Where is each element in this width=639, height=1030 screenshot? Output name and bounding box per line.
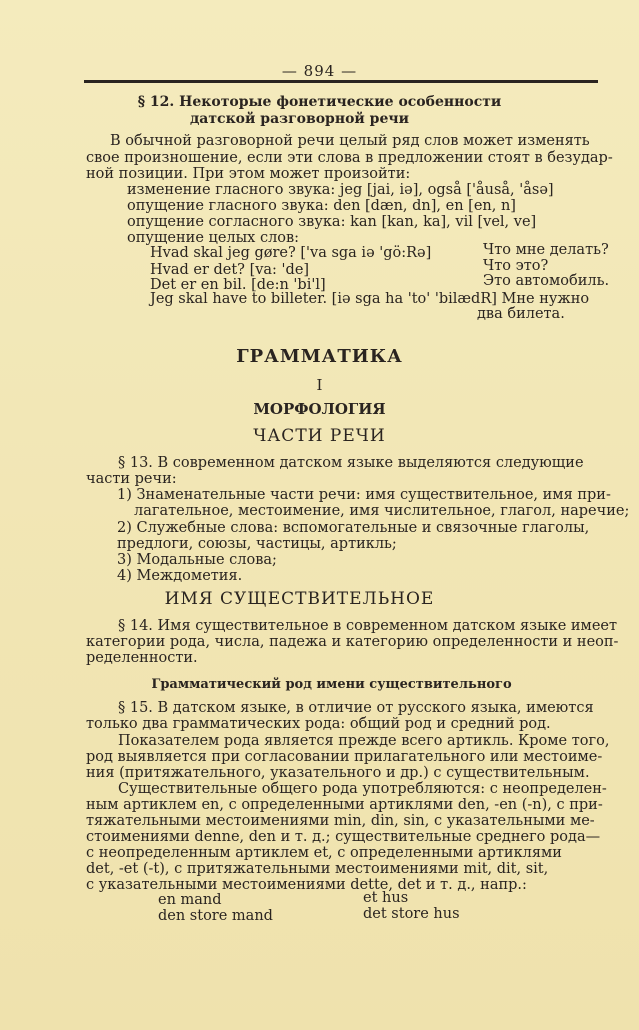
s15-line8: тяжательными местоимениями min, din, sin, с указательными ме-: [86, 813, 595, 829]
s15-line9: стоимениями denne, den и т. д.; существительные среднего рода—: [86, 829, 601, 845]
example-neuter-def: det store hus: [363, 906, 460, 922]
s15-line10: с неопределенным артиклем et, с определенными артиклями: [86, 845, 562, 861]
example1-russian: Что мне делать?: [483, 242, 609, 258]
s15-line4: род выявляется при согласовании прилагательного или местоиме-: [86, 749, 603, 765]
example3-danish: Det er en bil. [de:n 'bi'l]: [150, 277, 326, 293]
s13-line8: 4) Междометия.: [117, 568, 243, 584]
s12-item-vowel-change: изменение гласного звука: jeg [jai, iə], også ['åuså, 'åsə]: [127, 182, 554, 198]
s14-line2: категории рода, числа, падежа и категорию определенности и неоп-: [86, 634, 619, 650]
s12-para-line3: ной позиции. При этом может произойти:: [86, 166, 411, 182]
heading-grammar: ГРАММАТИКА: [236, 346, 403, 367]
s13-line7: 3) Модальные слова;: [117, 552, 277, 568]
example4-russian: два билета.: [477, 306, 565, 322]
s14-line3: ределенности.: [86, 650, 198, 666]
s15-line2: только два грамматических рода: общий род и средний род.: [86, 716, 551, 732]
s13-line1: § 13. В современном датском языке выделяются следующие: [118, 455, 584, 471]
s14-line1: § 14. Имя существительное в современном датском языке имеет: [118, 618, 618, 634]
example4-danish: Jeg skal have to billeter. [iə sga ha 'to' 'bilædR] Мне нужно: [150, 291, 590, 307]
example3-russian: Это автомобиль.: [483, 273, 610, 289]
heading-parts-of-speech: ЧАСТИ РЕЧИ: [253, 426, 386, 446]
s12-item-consonant-drop: опущение согласного звука: kan [kan, ka], vil [vel, ve]: [127, 214, 537, 230]
s13-line4: лагательное, местоимение, имя числительное, глагол, наречие;: [134, 503, 630, 519]
s15-line12: с указательными местоимениями dette, det и т. д., напр.:: [86, 877, 527, 893]
s15-line7: ным артиклем en, с определенными артиклями den, -en (-n), с при-: [86, 797, 603, 813]
example-common-indef: en mand: [158, 892, 222, 908]
example2-danish: Hvad er det? [va: 'de]: [150, 262, 310, 278]
s12-title-line2: датской разговорной речи: [189, 111, 410, 127]
example-common-def: den store mand: [158, 908, 273, 924]
example1-danish: Hvad skal jeg gøre? ['va sga iə 'gö:Rə]: [150, 245, 432, 261]
s15-line11: det, -et (-t), с притяжательными местоимениями mit, dit, sit,: [86, 861, 549, 877]
header-rule: [84, 80, 598, 83]
s15-line1: § 15. В датском языке, в отличие от русского языка, имеются: [118, 700, 594, 716]
heading-morphology: МОРФОЛОГИЯ: [253, 400, 386, 418]
heading-noun: ИМЯ СУЩЕСТВИТЕЛЬНОЕ: [164, 589, 435, 609]
s12-para-line1: В обычной разговорной речи целый ряд слов может изменять: [110, 133, 590, 149]
s15-line5: ния (притяжательного, указательного и др.) с существительным.: [86, 765, 590, 781]
s12-para-line2: свое произношение, если эти слова в предложении стоят в безудар-: [86, 150, 613, 166]
s13-line5: 2) Служебные слова: вспомогательные и связочные глаголы,: [117, 520, 590, 536]
s12-title-line1: § 12. Некоторые фонетические особенности: [137, 94, 502, 110]
heading-roman-numeral: I: [316, 376, 323, 394]
s12-item-vowel-drop: опущение гласного звука: den [dæn, dn], en [en, n]: [127, 198, 516, 214]
s15-line3: Показателем рода является прежде всего артикль. Кроме того,: [118, 733, 610, 749]
s15-line6: Существительные общего рода употребляются: с неопределен-: [118, 781, 607, 797]
example-neuter-indef: et hus: [363, 890, 409, 906]
s13-line3: 1) Знаменательные части речи: имя существительное, имя при-: [117, 487, 611, 503]
s13-line6: предлоги, союзы, частицы, артикль;: [117, 536, 397, 552]
page-number: — 894 —: [281, 62, 358, 80]
s12-item-word-drop: опущение целых слов:: [127, 230, 300, 246]
example2-russian: Что это?: [483, 258, 549, 274]
heading-grammatical-gender: Грамматический род имени существительного: [151, 677, 512, 692]
s13-line2: части речи:: [86, 471, 177, 487]
